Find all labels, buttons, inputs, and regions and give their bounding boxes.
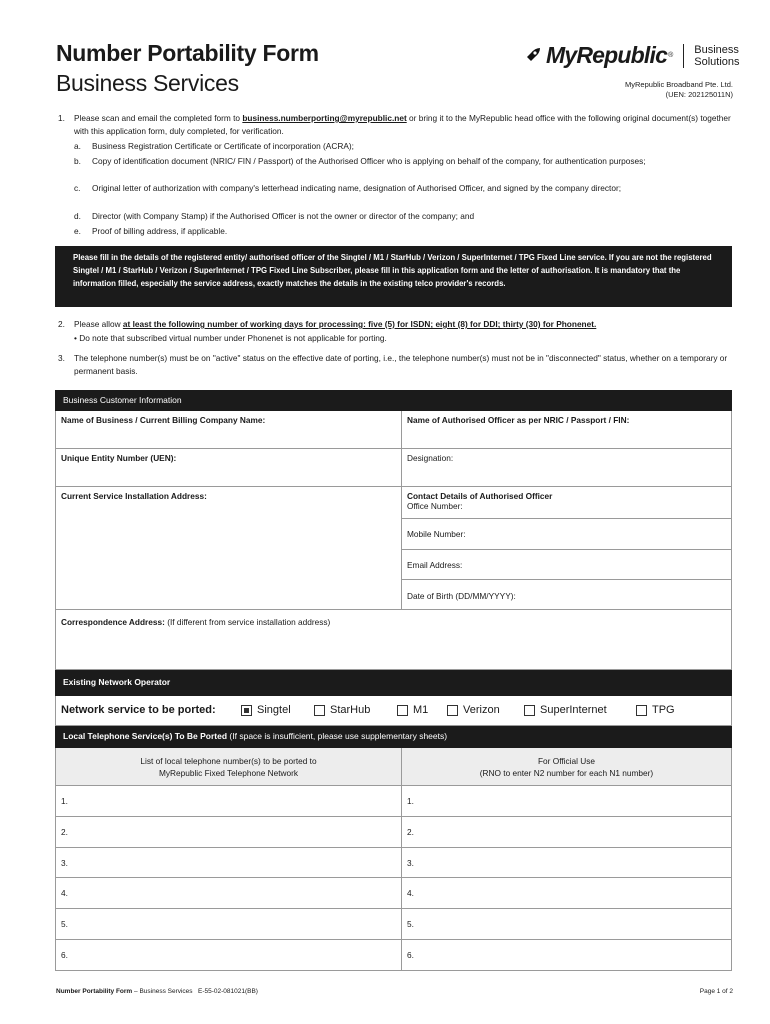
- option-verizon[interactable]: Verizon: [447, 704, 500, 716]
- entity-info: [625, 80, 733, 99]
- officer-name-field[interactable]: Name of Authorised Officer as per NRIC / Passport / FIN:: [401, 411, 732, 449]
- page-title: Number Portability Form: [56, 40, 319, 66]
- logo-business-solutions: Business Solutions: [694, 43, 740, 68]
- instruction-3: 3. The telephone number(s) must be on "active" status on the effective date of porting, i.e., the telephone number(s) must not be in "disconnected" status, whether on a temporary or permanent basis.: [58, 353, 728, 376]
- instruction-2: 2. Please allow at least the following number of working days for processing: five (5) for ISDN; eight (8) for DDI; thirty (30) for Phonenet.: [58, 319, 597, 329]
- option-superinternet[interactable]: SuperInternet: [524, 704, 607, 716]
- office-number-field[interactable]: Contact Details of Authorised Officer Office Number:: [401, 487, 732, 519]
- official-row-1[interactable]: 1.: [401, 786, 732, 817]
- option-singtel[interactable]: Singtel: [241, 704, 291, 716]
- number-row-4[interactable]: 4.: [55, 878, 402, 909]
- designation-field[interactable]: Designation:: [401, 449, 732, 487]
- checkbox-verizon[interactable]: [447, 705, 458, 716]
- submission-email-link[interactable]: business.numberporting@myrepublic.net: [242, 113, 407, 123]
- official-row-6[interactable]: 6.: [401, 940, 732, 971]
- checkbox-superinternet[interactable]: [524, 705, 535, 716]
- brand-logo: [522, 42, 740, 69]
- mobile-number-field[interactable]: Mobile Number:: [401, 519, 732, 550]
- option-tpg[interactable]: TPG: [636, 704, 675, 716]
- checkbox-m1[interactable]: [397, 705, 408, 716]
- network-label: Network service to be ported:: [61, 704, 216, 716]
- correspondence-address-field[interactable]: Correspondence Address: (If different from service installation address): [55, 610, 732, 670]
- instruction-1d: d. Director (with Company Stamp) if the Authorised Officer is not the owner or director of the company; and: [74, 211, 475, 221]
- number-row-3[interactable]: 3.: [55, 848, 402, 878]
- checkbox-singtel[interactable]: [241, 705, 252, 716]
- checkbox-tpg[interactable]: [636, 705, 647, 716]
- col-header-official-use: For Official Use (RNO to enter N2 number for each N1 number): [401, 748, 732, 786]
- official-row-2[interactable]: 2.: [401, 817, 732, 848]
- instruction-1b: b. Copy of identification document (NRIC/ FIN / Passport) of the Authorised Officer who is applying on behalf of the company, for authentication purposes;: [74, 156, 646, 166]
- official-row-3[interactable]: 3.: [401, 848, 732, 878]
- logo-wordmark: MyRepublic: [546, 42, 668, 68]
- business-name-field[interactable]: Name of Business / Current Billing Company Name:: [55, 411, 402, 449]
- number-row-1[interactable]: 1.: [55, 786, 402, 817]
- rocket-icon: [522, 46, 542, 66]
- uen-field[interactable]: Unique Entity Number (UEN):: [55, 449, 402, 487]
- footer-form-id: Number Portability Form – Business Services E-55-02-081021(BB): [56, 988, 258, 995]
- registered-entity-notice: Please fill in the details of the registered entity/ authorised officer of the Singtel / M1 / StarHub / Verizon / SuperInternet / TPG Fixed Line service. If you are not the registered Singtel / M1 / StarHub / Verizon / SuperInternet / TPG Fixed Line Subscriber, please fill in this application form and the letter of authorisation. It is mandatory that the information filled, especially the service address, exactly matches the details in the existing telco provider's records.: [55, 246, 732, 307]
- official-row-5[interactable]: 5.: [401, 909, 732, 940]
- processing-days-note: at least the following number of working days for processing: five (5) for ISDN; eight (8) for DDI; thirty (30) for Phonenet.: [122, 319, 597, 329]
- page-subtitle: Business Services: [56, 70, 239, 96]
- entity-name: MyRepublic Broadband Pte. Ltd.: [625, 80, 733, 89]
- phonenet-note: • Do note that subscribed virtual number under Phonenet is not applicable for porting.: [74, 333, 387, 343]
- footer-page-number: Page 1 of 2: [699, 988, 733, 995]
- section-network-operator: Existing Network Operator: [55, 670, 732, 696]
- option-starhub[interactable]: StarHub: [314, 704, 370, 716]
- entity-uen: (UEN: 202125011N): [665, 89, 733, 99]
- official-row-4[interactable]: 4.: [401, 878, 732, 909]
- install-address-field[interactable]: Current Service Installation Address:: [55, 487, 402, 610]
- section-business-customer: Business Customer Information: [55, 390, 732, 411]
- checkbox-starhub[interactable]: [314, 705, 325, 716]
- logo-divider: [683, 44, 684, 68]
- email-address-field[interactable]: Email Address:: [401, 550, 732, 580]
- contact-details-heading: Contact Details of Authorised Officer: [407, 491, 553, 501]
- instruction-1a: a. Business Registration Certificate or Certificate of incorporation (ACRA);: [74, 141, 354, 151]
- option-m1[interactable]: M1: [397, 704, 428, 716]
- number-row-6[interactable]: 6.: [55, 940, 402, 971]
- section-local-telephone: Local Telephone Service(s) To Be Ported (If space is insufficient, please use supplementary sheets): [55, 726, 732, 748]
- instruction-1c: c. Original letter of authorization with company's letterhead indicating name, designation of Authorised Officer, and signed by the company director;: [74, 183, 622, 193]
- instruction-1: 1. Please scan and email the completed form to business.numberporting@myrepublic.net or bring it to the MyRepublic head office with the following original document(s) together with this application form, duly completed, for verification.: [58, 113, 731, 136]
- col-header-numbers: List of local telephone number(s) to be ported to MyRepublic Fixed Telephone Network: [55, 748, 402, 786]
- instruction-1e: e. Proof of billing address, if applicable.: [74, 226, 228, 236]
- trademark-symbol: ®: [668, 52, 674, 59]
- number-row-2[interactable]: 2.: [55, 817, 402, 848]
- number-row-5[interactable]: 5.: [55, 909, 402, 940]
- dob-field[interactable]: Date of Birth (DD/MM/YYYY):: [401, 580, 732, 610]
- network-selection-row: [55, 696, 732, 726]
